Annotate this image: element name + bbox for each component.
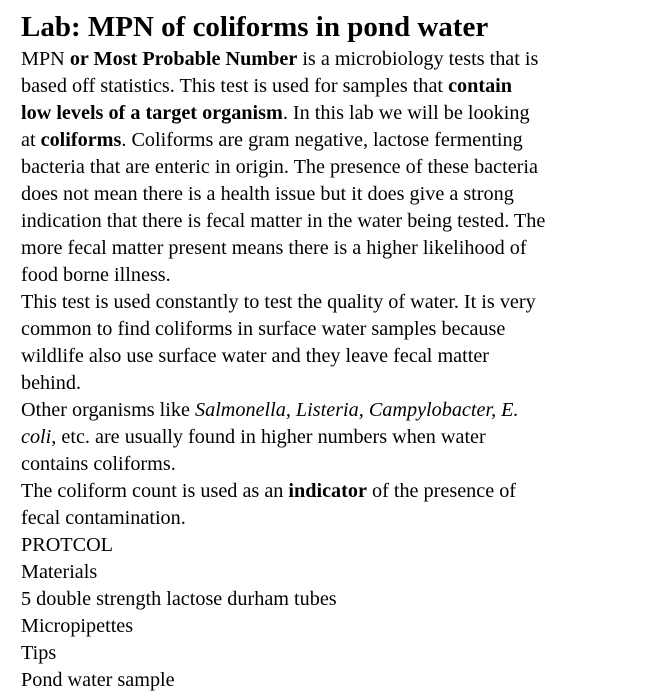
- para3-line-1: [21, 397, 641, 424]
- para3-text: , etc. are usually found in higher numbers when water: [51, 426, 486, 448]
- para3-text: Other organisms like: [21, 399, 195, 421]
- organism-names: Salmonella, Listeria, Campylobacter, E.: [195, 399, 519, 421]
- protocol-heading: PROTCOL: [21, 534, 113, 556]
- intro-text: . Coliforms are gram negative, lactose fermenting: [121, 129, 523, 151]
- para2-line-1: This test is used constantly to test the quality of water. It is very: [21, 291, 536, 313]
- document-page: [21, 10, 641, 694]
- para3-line-2: [21, 424, 641, 451]
- intro-line-7: indication that there is fecal matter in the water being tested. The: [21, 210, 546, 232]
- document-body: [21, 46, 641, 694]
- materials-heading: Materials: [21, 561, 98, 583]
- para2-line-2: common to find coliforms in surface water samples because: [21, 318, 506, 340]
- intro-line-3: [21, 100, 641, 127]
- para4-text: The coliform count is used as an: [21, 480, 289, 502]
- para4-line-1: [21, 478, 641, 505]
- intro-text: is a microbiology tests that is: [297, 48, 539, 70]
- intro-line-9: food borne illness.: [21, 264, 171, 286]
- intro-line-6: does not mean there is a health issue but it does give a strong: [21, 183, 514, 205]
- intro-line-1: [21, 46, 641, 73]
- para4-line-2: fecal contamination.: [21, 507, 186, 529]
- intro-bold-term: or Most Probable Number: [64, 48, 298, 70]
- intro-text: based off statistics. This test is used for samples that: [21, 75, 449, 97]
- para2-line-4: behind.: [21, 372, 81, 394]
- page-title: Lab: MPN of coliforms in pond water: [21, 11, 489, 43]
- material-item: Tips: [21, 642, 57, 664]
- indicator-term: indicator: [288, 480, 367, 502]
- intro-text: MPN: [21, 48, 65, 70]
- intro-bold-term: contain: [448, 75, 512, 97]
- para2-line-3: wildlife also use surface water and they leave fecal matter: [21, 345, 490, 367]
- material-item: Micropipettes: [21, 615, 134, 637]
- material-item: Pond water sample: [21, 669, 175, 691]
- intro-line-5: bacteria that are enteric in origin. The presence of these bacteria: [21, 156, 538, 178]
- intro-text: . In this lab we will be looking: [282, 102, 530, 124]
- para4-text: of the presence of: [366, 480, 517, 502]
- intro-text: at: [21, 129, 41, 151]
- para3-line-3: contains coliforms.: [21, 453, 176, 475]
- intro-line-2: [21, 73, 641, 100]
- intro-line-4: [21, 127, 641, 154]
- organism-names: coli: [21, 426, 52, 448]
- intro-line-8: more fecal matter present means there is a higher likelihood of: [21, 237, 527, 259]
- intro-bold-term: coliforms: [40, 129, 122, 151]
- material-item: 5 double strength lactose durham tubes: [21, 588, 337, 610]
- intro-bold-term: low levels of a target organism: [21, 102, 283, 124]
